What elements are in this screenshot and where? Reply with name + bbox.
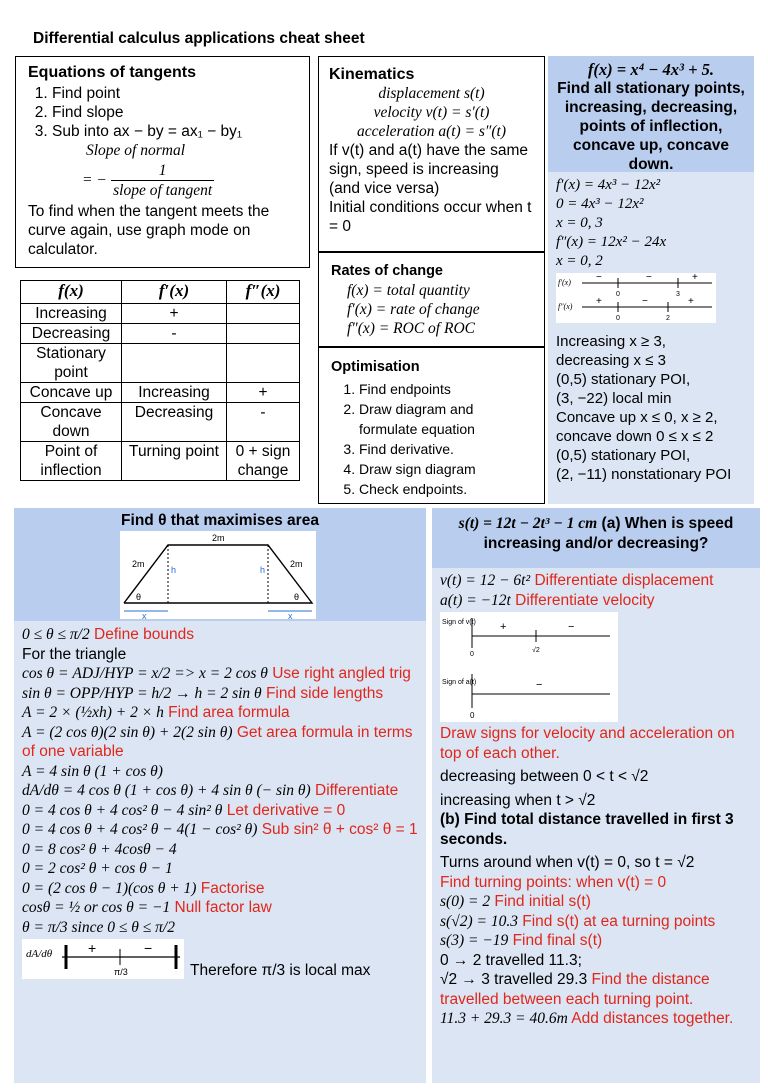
math-text: 0 = 8 cos² θ + 4cosθ − 4 <box>22 840 177 858</box>
diagram-label-top: 2m <box>212 533 225 543</box>
plain-text: For the triangle <box>22 645 127 663</box>
math-text: s(√2) = 10.3 <box>440 912 518 930</box>
annotation: Find side lengths <box>261 684 384 702</box>
rates-box <box>318 252 545 347</box>
sign-tick-label: 2 <box>666 315 670 322</box>
working-line <box>440 873 758 893</box>
sign-symbol: − <box>568 621 575 633</box>
area-working <box>22 625 426 983</box>
sign-tick-label: 3 <box>676 291 680 298</box>
table-header: f″(x) <box>227 281 300 304</box>
math-text: sin θ = OPP/HYP = h/2 → h = 2 sin θ <box>22 684 262 702</box>
working-line <box>22 762 426 782</box>
math-text: 0 = 4 cos θ + 4 cos² θ − 4(1 − cos² θ) <box>22 821 258 838</box>
sign-tick-label: √2 <box>532 647 540 654</box>
sign-tick-label: 0 <box>616 315 620 322</box>
math-text: A = 4 sin θ (1 + cos θ) <box>22 762 163 780</box>
diagram-label-h: h <box>260 565 266 575</box>
fx-task: Find all stationary points, increasing, decreasing, points of inflection, concave up, concave down. <box>557 80 745 173</box>
fx-result: (0,5) stationary POI, <box>556 371 691 388</box>
fx-result: (3, −22) local min <box>556 390 672 407</box>
motion-increasing: increasing when t > √2 <box>440 791 596 809</box>
fx-equation: f(x) = x⁴ − 4x³ + 5. <box>587 60 715 79</box>
working-line <box>22 703 426 723</box>
optimisation-steps <box>331 379 532 499</box>
annotation: Sub sin² θ + cos² θ = 1 <box>257 821 418 838</box>
table-cell <box>227 324 300 344</box>
working-line <box>22 625 426 645</box>
sign-label: Sign of a(t) <box>442 679 477 686</box>
working-line <box>22 664 426 684</box>
annotation: Find area formula <box>163 704 290 721</box>
normal-label: Slope of normal <box>86 142 186 159</box>
sign-symbol: − <box>536 679 543 691</box>
page-title: Differential calculus applications cheat sheet <box>33 30 365 47</box>
annotation: Factorise <box>196 879 265 897</box>
tangents-box <box>15 56 310 268</box>
trapezium-outline <box>124 545 312 603</box>
annotation: Add distances together. <box>567 1010 734 1027</box>
fx-heading <box>548 56 754 172</box>
annotation: Differentiate velocity <box>510 591 655 609</box>
diagram-label-left: 2m <box>132 559 145 569</box>
sign-tick-label: 0 <box>616 291 620 298</box>
working-line <box>440 912 758 932</box>
sign-symbol: + <box>500 621 507 633</box>
diagram-label-theta: θ <box>294 592 300 602</box>
table-header: f′(x) <box>122 281 227 304</box>
math-text: s(0) = 2 <box>440 893 491 910</box>
list-item: 5. Check endpoints. <box>359 479 532 499</box>
sign-symbol: + <box>692 273 698 283</box>
area-title: Find θ that maximises area <box>121 512 319 529</box>
sign-tick-label: π/3 <box>114 967 128 977</box>
table-row <box>21 442 300 481</box>
normal-den: slope of tangent <box>113 182 213 199</box>
list-item: 1. Find endpoints <box>359 379 532 399</box>
annotation: Null factor law <box>170 899 272 916</box>
table-row <box>21 383 300 403</box>
table-cell: Decreasing <box>122 403 227 442</box>
working-line <box>22 840 426 860</box>
fx-result: decreasing x ≤ 3 <box>556 352 666 369</box>
fx-result: (2, −11) nonstationary POI <box>556 466 732 483</box>
fx-result: Increasing x ≥ 3, <box>556 333 666 350</box>
annotation: Find final s(t) <box>508 932 603 949</box>
list-item: 1. Find point <box>52 84 297 103</box>
working-line <box>440 853 758 873</box>
math-text: dA/dθ = 4 cos θ (1 + cos θ) + 4 sin θ (− sin θ) <box>22 782 311 799</box>
rates-eq: f″(x) = ROC of ROC <box>347 320 475 337</box>
list-item: 3. Find derivative. <box>359 439 532 459</box>
working-line <box>440 571 758 591</box>
normal-num: 1 <box>111 161 214 181</box>
kinematics-box <box>318 56 545 252</box>
plain-text: Turns around when v(t) = 0, so t = √2 <box>440 854 695 871</box>
kinematics-note: If v(t) and a(t) have the same sign, speed is increasing (and vice versa) <box>329 142 529 197</box>
math-text: 0 = 4 cos θ + 4 cos² θ − 4 sin² θ <box>22 801 223 819</box>
sign-label: dA/dθ <box>26 948 53 960</box>
list-item: 4. Draw sign diagram <box>359 459 532 479</box>
diagram-label-x: x <box>288 611 293 619</box>
motion-equation: s(t) = 12t − 2t³ − 1 cm <box>458 515 598 532</box>
table-header: f(x) <box>21 281 122 304</box>
table-cell: Turning point <box>122 442 227 481</box>
kinematics-eq: displacement s(t) <box>378 85 485 102</box>
kinematics-eq: velocity v(t) = s′(t) <box>373 104 490 121</box>
fx-sign-diagram <box>556 273 716 323</box>
table-cell: - <box>122 324 227 344</box>
working-line <box>22 820 426 840</box>
optimisation-heading: Optimisation <box>331 359 420 375</box>
fx-work-line: f′(x) = 4x³ − 12x² <box>556 177 661 193</box>
working-line <box>22 898 426 918</box>
table-cell: Increasing <box>21 304 122 324</box>
working-line <box>22 918 426 938</box>
table-cell: Decreasing <box>21 324 122 344</box>
annotation: Get area formula in terms of one variable <box>22 723 413 760</box>
table-row <box>21 344 300 383</box>
working-line <box>22 801 426 821</box>
working-line <box>22 859 426 879</box>
sign-symbol: + <box>688 296 694 307</box>
diagram-label-h: h <box>171 565 177 575</box>
list-item: 3. Sub into ax − by = ax₁ − by₁ <box>52 122 297 141</box>
working-line <box>22 645 426 665</box>
table-cell <box>227 344 300 383</box>
fx-work-line: x = 0, 3 <box>556 215 603 231</box>
sign-label: f″(x) <box>558 302 573 311</box>
table-row <box>21 304 300 324</box>
motion-working <box>440 571 758 1029</box>
table-cell: + <box>122 304 227 324</box>
rates-eq: f′(x) = rate of change <box>347 301 480 318</box>
math-text: a(t) = −12t <box>440 591 511 609</box>
annotation: Define bounds <box>89 626 194 643</box>
working-line <box>22 723 426 762</box>
motion-decreasing: decreasing between 0 < t < √2 <box>440 768 649 785</box>
tangents-heading: Equations of tangents <box>28 64 196 81</box>
working-line <box>440 892 758 912</box>
table-cell: Increasing <box>122 383 227 403</box>
annotation: Find initial s(t) <box>490 893 591 910</box>
fx-work-line: 0 = 4x³ − 12x² <box>556 196 644 212</box>
working-line <box>440 1009 758 1029</box>
normal-fraction <box>111 161 214 200</box>
rates-heading: Rates of change <box>331 263 443 279</box>
kinematics-eq: acceleration a(t) = s″(t) <box>356 123 507 140</box>
plain-text: 0 → 2 travelled 11.3; <box>440 951 582 969</box>
annotation: Find the distance travelled between each turning point. <box>440 971 710 1008</box>
math-text: 11.3 + 29.3 = 40.6m <box>440 1010 568 1027</box>
normal-formula <box>28 161 297 200</box>
annotation: Find turning points: when v(t) = 0 <box>440 873 667 891</box>
working-line <box>22 879 426 899</box>
list-item: 2. Draw diagram and formulate equation <box>359 399 532 439</box>
working-line <box>22 781 426 801</box>
annotation: Find s(t) at ea turning points <box>517 912 716 930</box>
working-line <box>440 970 758 1009</box>
math-text: 0 = 2 cos² θ + cos θ − 1 <box>22 860 173 877</box>
annotation: Differentiate <box>310 782 399 799</box>
table-cell <box>122 344 227 383</box>
motion-note: Draw signs for velocity and acceleration on top of each other. <box>440 725 735 762</box>
optimisation-box <box>318 347 545 504</box>
table-cell <box>227 304 300 324</box>
table-cell: Stationary point <box>21 344 122 383</box>
table-cell: + <box>227 383 300 403</box>
diagram-label-x: x <box>142 611 147 619</box>
motion-question: (a) When is speed increasing and/or decreasing? <box>483 515 734 552</box>
sign-symbol: + <box>88 940 97 956</box>
sign-symbol: − <box>596 273 602 283</box>
tangents-note: To find when the tangent meets the curve again, use graph mode on calculator. <box>28 203 270 258</box>
sign-label: f′(x) <box>558 278 571 287</box>
math-text: v(t) = 12 − 6t² <box>440 572 531 589</box>
normal-eq-prefix: = − <box>82 171 107 189</box>
diagram-label-right: 2m <box>290 559 303 569</box>
sign-symbol: + <box>596 296 602 307</box>
working-line <box>440 591 758 611</box>
kinematics-note: Initial conditions occur when t = 0 <box>329 199 532 235</box>
annotation: Use right angled trig <box>267 665 411 682</box>
fx-work-line: x = 0, 2 <box>556 253 603 269</box>
kinematics-heading: Kinematics <box>329 66 415 83</box>
sign-tick-label: 0 <box>470 651 474 658</box>
table-cell: 0 + sign change <box>227 442 300 481</box>
area-conclusion: Therefore π/3 is local max <box>190 962 371 979</box>
math-text: cosθ = ½ or cos θ = −1 <box>22 899 171 916</box>
math-text: A = (2 cos θ)(2 sin θ) + 2(2 sin θ) <box>22 723 233 741</box>
trapezium-diagram <box>120 531 316 619</box>
derivative-table <box>20 280 300 481</box>
sign-label: Sign of v(t) <box>442 619 476 626</box>
fx-body <box>556 176 754 484</box>
table-cell: Concave down <box>21 403 122 442</box>
sign-symbol: − <box>646 273 652 283</box>
working-line <box>22 684 426 704</box>
math-text: θ = π/3 since 0 ≤ θ ≤ π/2 <box>22 918 175 936</box>
motion-heading <box>432 508 760 568</box>
motion-sign-diagram <box>440 612 618 722</box>
math-text: cos θ = ADJ/HYP = x/2 => x = 2 cos θ <box>22 665 268 682</box>
table-cell: Point of inflection <box>21 442 122 481</box>
list-item: 2. Find slope <box>52 103 297 122</box>
plain-text: √2 → 3 travelled 29.3 <box>440 971 588 988</box>
annotation: Differentiate displacement <box>530 572 714 589</box>
area-sign-row <box>22 939 426 983</box>
tangents-steps <box>28 84 297 141</box>
motion-part-b: (b) Find total distance travelled in first 3 seconds. <box>440 811 734 848</box>
working-line <box>440 931 758 951</box>
math-text: 0 ≤ θ ≤ π/2 <box>22 626 90 643</box>
math-text: 0 = (2 cos θ − 1)(cos θ + 1) <box>22 879 197 897</box>
rates-eq: f(x) = total quantity <box>347 282 470 299</box>
table-row <box>21 403 300 442</box>
table-cell: Concave up <box>21 383 122 403</box>
table-row <box>21 324 300 344</box>
sign-symbol: − <box>642 296 648 307</box>
diagram-label-theta: θ <box>136 592 142 602</box>
fx-result: Concave up x ≤ 0, x ≥ 2, <box>556 409 718 426</box>
table-cell: - <box>227 403 300 442</box>
sign-tick-label: 0 <box>470 711 475 720</box>
working-line <box>440 951 758 971</box>
math-text: s(3) = −19 <box>440 932 509 949</box>
area-sign-diagram <box>22 939 184 979</box>
annotation: Let derivative = 0 <box>222 801 346 819</box>
fx-work-line: f″(x) = 12x² − 24x <box>556 234 667 250</box>
fx-result: concave down 0 ≤ x ≤ 2 <box>556 428 714 445</box>
sign-symbol: − <box>144 940 153 956</box>
fx-result: (0,5) stationary POI, <box>556 447 691 464</box>
math-text: A = 2 × (½xh) + 2 × h <box>22 704 164 721</box>
